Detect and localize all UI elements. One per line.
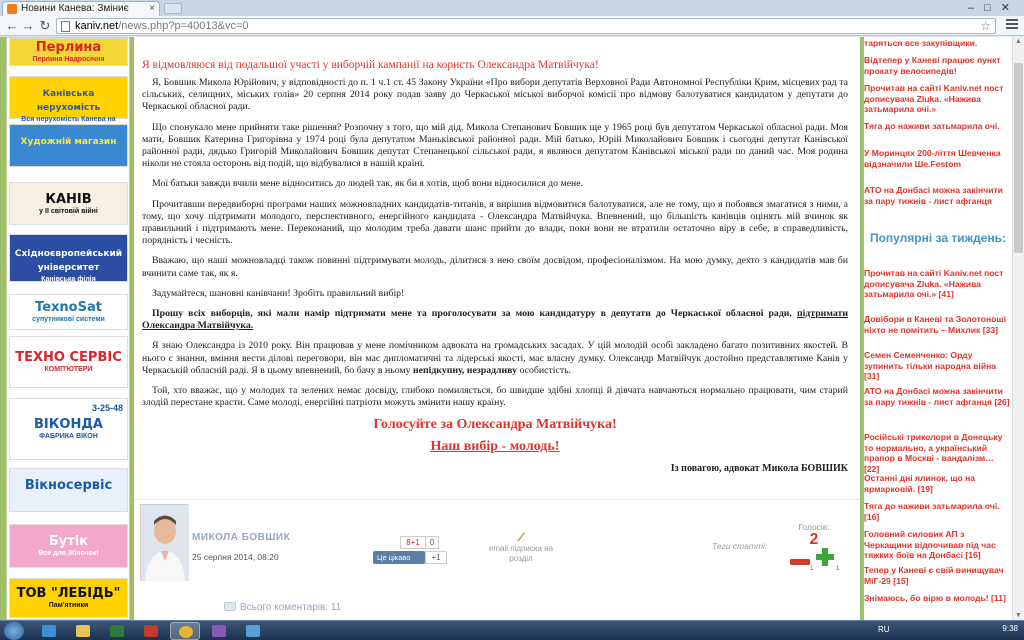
tab-title: Новини Канева: Зміниє <box>21 3 129 14</box>
ad-banner-subtitle: супутникові системи <box>32 316 105 323</box>
author-name[interactable]: МИКОЛА БОВШИК <box>192 532 291 543</box>
sidebar-news-title: АТО на Донбасі можна закінчити за пару тижнів - лист афганця <box>864 185 1003 206</box>
sidebar-news-title: Знімаюсь, бо вірю в молодь! <box>864 593 989 603</box>
gplus-button[interactable]: 8+1 <box>400 536 426 549</box>
emphasis-text: непідкупну, незрадливу <box>412 364 518 376</box>
sidebar-news-link[interactable] <box>864 473 1010 494</box>
sidebar-news-link[interactable] <box>864 350 1010 382</box>
comment-count: [16] <box>864 511 880 522</box>
clock[interactable]: 9:38 <box>1002 624 1018 633</box>
forward-icon[interactable]: → <box>21 18 35 33</box>
sidebar-news-title: Відтепер у Каневі працює пункт прокату велосипедів! <box>864 55 1001 76</box>
sidebar-news-link[interactable] <box>864 121 1010 132</box>
tags-label: Теги статті: <box>712 541 768 551</box>
popular-heading: Популярні за тиждень: <box>869 231 1007 245</box>
ad-banner[interactable] <box>9 294 128 330</box>
article-paragraph-appeal <box>142 308 848 332</box>
ad-banner[interactable] <box>9 76 128 123</box>
comment-count: [16] <box>963 550 981 561</box>
article-paragraph: Мої батьки завжди вчили мене відноситись до людей так, як би я хотів, щоб вони відносилися до мене. <box>152 178 584 190</box>
ad-banner-subtitle: Канівська філія <box>41 276 96 283</box>
sidebar-news-title: Головний силовик АП з Черкащини відпочивав під час тяжких боїв на Донбасі <box>864 529 996 561</box>
ad-banner-title: Перлина <box>35 40 102 55</box>
reload-icon[interactable]: ↻ <box>39 18 51 33</box>
sidebar-news-link[interactable] <box>864 593 1010 604</box>
call-to-action: Голосуйте за Олександра Матвійчука! <box>373 417 617 433</box>
ad-banner[interactable] <box>9 578 128 618</box>
sidebar-news-title: Тяга до наживи затьмарила очі. <box>864 501 1000 511</box>
scroll-down-icon[interactable]: ▼ <box>1015 612 1022 619</box>
vk-label: Це цікаво <box>377 553 411 562</box>
window-controls[interactable]: –□✕ <box>968 2 1020 14</box>
comment-count: [15] <box>890 575 909 586</box>
taskbar-media-icon[interactable] <box>102 622 132 640</box>
paragraph-text: особистість. <box>517 364 572 376</box>
comment-count: [31] <box>864 371 880 382</box>
ad-banner-title: TexnoSat <box>35 300 102 315</box>
scroll-up-icon[interactable]: ▲ <box>1015 38 1022 45</box>
article-area <box>134 37 860 620</box>
publish-date: 25 серпня 2014, 08:20 <box>192 552 279 562</box>
url-path: /news.php?p=40013&vc=0 <box>118 20 249 32</box>
language-indicator[interactable]: RU <box>878 625 890 634</box>
ad-banner[interactable] <box>9 182 128 225</box>
close-tab-icon[interactable]: × <box>149 3 155 14</box>
ad-banner[interactable] <box>9 234 128 282</box>
back-icon[interactable]: ← <box>5 18 19 33</box>
vote-minus-icon[interactable] <box>790 559 810 565</box>
article-paragraph: Я, Бовшик Микола Юрійович, у відповідності до п. 1 ч.1 ст. 45 Закону України «Про вибори депутатів Верховної Ради Автономної Республіки Крим, місцевих рад та сільських, селищних, міських голів» 20 серпня 2014 року подав заяву до Черкаської міської виборчої комісії про відмову балотуватися кандидатом у депутати до Черкаської обласної ради. <box>142 77 848 113</box>
taskbar-chrome-icon[interactable] <box>170 622 200 640</box>
minus-count: 1 <box>810 566 814 572</box>
ad-banner[interactable] <box>9 468 128 512</box>
sidebar-news-title: Тепер у Каневі є свій винищувач МіГ-29 <box>864 565 1004 586</box>
author-avatar <box>140 504 188 580</box>
ad-banner[interactable] <box>9 398 128 460</box>
sidebar-news-link[interactable] <box>864 529 1010 561</box>
right-sidebar <box>864 37 1012 620</box>
web-page <box>0 37 1012 620</box>
taskbar-app-icon[interactable] <box>136 622 166 640</box>
ad-banner-title: Канівська нерухомість <box>36 89 101 113</box>
author-bar <box>134 499 860 589</box>
os-taskbar <box>0 620 1024 640</box>
paragraph-text: Я знаю Олександра із 2010 року. Він працював у мене помічником адвоката на громадських засадах. У цій молодій особі закладено багато позитивних якостей. В нього є знання, вміння вести ділові переговори, він має дипломатичні та лідерські якості, має власну думку. Олександр Матвійчук достойно представлятиме Канів у Черкаській обласній раді. Я в цьому впевнений, бо бачу в ньому <box>142 340 848 376</box>
ad-banner-subtitle: Вся нерухомість Канева на <box>21 116 116 123</box>
sidebar-news-link[interactable] <box>864 148 1010 169</box>
sidebar-news-title: Прочитав на сайті Kaniv.net пост дописувача Zluka. «Нажива затьмарила очі.» <box>864 268 1004 300</box>
sidebar-news-title: таряться все закупівщики. <box>864 38 978 48</box>
vk-count: +1 <box>425 551 447 564</box>
article-headline: Я відмовляюся від подальшої участі у виборчій кампанії на користь Олександра Матвійчука! <box>142 59 599 71</box>
article-paragraph: Прочитавши передвиборні програми наших можновладних кандидатів-титанів, я вирішив відмовитися балотуватися, але не тому, що я побоявся змагатися з ними, а тому, що хочу підтримати молодого, перспективного, енергійного кандидата - Олександра Матвійчука. Впевнений, що більшість канівців оцінять мій вчинок як правильний і підтримають мене. Переконаний, що молодим треба давати шанс прийти до влади, поки вони не втратили остаточно віру в себе, в справедливість, порядність і чесність. <box>142 198 848 247</box>
sidebar-news-link[interactable] <box>864 268 1010 300</box>
browser-tab[interactable] <box>2 1 160 16</box>
ad-banner-column <box>6 37 130 620</box>
sidebar-news-link[interactable] <box>864 386 1010 407</box>
comment-icon <box>224 602 236 611</box>
comment-count: [11] <box>988 593 1006 603</box>
plus-count: 1 <box>836 566 840 572</box>
email-subscribe-label: email підписка на розділ <box>488 544 554 563</box>
ad-banner-title: Бутік <box>48 534 89 549</box>
browser-toolbar <box>0 16 1024 36</box>
sidebar-news-link[interactable] <box>864 501 1010 522</box>
sidebar-news-link[interactable] <box>864 314 1010 335</box>
vote-box <box>786 522 842 548</box>
sidebar-news-title: АТО на Донбасі можна закінчити за пару тижнів - лист афганця <box>864 386 1003 407</box>
bookmark-star-icon[interactable]: ☆ <box>980 19 991 33</box>
vk-like-button[interactable] <box>373 551 425 564</box>
ad-banner-title: Вікносервіс <box>24 478 113 493</box>
appeal-link[interactable]: підтримати Олександра Матвійчука. <box>142 308 848 332</box>
sidebar-news-link[interactable] <box>864 432 1010 474</box>
sidebar-news-title: Російські триколори в Донецьку то нормально, а український прапор в Москві - вандалізм… <box>864 432 1003 464</box>
comment-count: [22] <box>864 463 880 474</box>
ad-banner-subtitle: КОМП'ЮТЕРИ <box>44 366 93 373</box>
ad-banner-title: ВІКОНДА <box>34 417 103 432</box>
sidebar-news-title: Семен Семенченко: Орду зупинить тільки народна війна <box>864 350 997 371</box>
vote-plus-icon[interactable] <box>816 548 834 566</box>
article-paragraph: Той, хто вважає, що у молодих та зелених немає досвіду, глибоко помиляється, бо швидше здібні хлопці й дівчата навчаються нормально працювати, чим старий злодій перестане красти. Саме молоді, енергійні патріоти можуть змінити нашу країну. <box>142 385 848 409</box>
ad-banner-subtitle: у II світовій війні <box>39 208 98 215</box>
taskbar-app-icon[interactable] <box>238 622 268 640</box>
sidebar-news-title: Прочитав на сайті Kaniv.net пост дописувача Zluka. «Нажива затьмарила очі.» <box>864 83 1004 115</box>
sidebar-news-link[interactable] <box>864 185 1010 206</box>
taskbar-app-icon[interactable] <box>204 622 234 640</box>
comment-count: [26] <box>991 396 1010 407</box>
sidebar-news-link[interactable] <box>864 83 1010 115</box>
new-tab-button[interactable] <box>164 3 182 14</box>
slogan-link[interactable]: Наш вибір - молодь! <box>430 439 560 455</box>
ad-banner-title: ТЕХНО СЕРВІС <box>15 350 122 365</box>
ad-banner-subtitle: Все для Жіночок! <box>38 550 99 557</box>
votes-total: 2 <box>809 531 819 548</box>
sidebar-news-title: Тяга до наживи затьмарила очі. <box>864 121 1000 131</box>
comment-count: [33] <box>980 324 998 335</box>
appeal-text: Прошу всіх виборців, які мали намір підтримати мене та проголосувати за мою кандидатуру в депутати до Черкаської обласної ради, <box>152 308 797 320</box>
gplus-count: 0 <box>425 536 439 549</box>
ad-banner-title: КАНІВ <box>45 192 92 207</box>
ad-banner-title: Художній магазин <box>20 137 117 147</box>
comments-link[interactable] <box>224 602 341 613</box>
ad-banner-subtitle: ФАБРИКА ВІКОН <box>39 433 98 440</box>
article-paragraph: Що спонукало мене прийняти таке рішення? Розпочну з того, що мій дід, Микола Степанович Бовшик ще у 1965 році був депутатом Черкаської обласної ради. Моя мати, Бовшик Катерина Григорівна у 1974 році була депутатом Маньківської районної ради. Мій батько, Юрій Миколайович Бовшик і сьогодні депутат Канівської районної ради, дядько Григорій Миколайович Бовшик депутат Степанецької сільської ради, я являюся депутатом Канівської міської ради по даний час. Моя родина ніколи не стояла осторонь від подій, що відбувалися в нашій країні. <box>142 121 848 170</box>
pen-icon <box>516 530 526 542</box>
browser-menu-icon[interactable] <box>1006 19 1018 31</box>
comment-count: [41] <box>936 289 954 300</box>
sidebar-news-title: Останні дні ялинок, що на ярмарковій. <box>864 473 976 494</box>
sidebar-news-link[interactable] <box>864 55 1010 76</box>
ad-banner[interactable] <box>9 38 128 66</box>
sidebar-news-title: У Моринцях 200-ліття Шевченка відзначили Ше.Festom <box>864 148 1001 169</box>
ad-banner[interactable] <box>9 124 128 167</box>
votes-label: Голосів: <box>798 522 830 532</box>
tab-strip <box>0 0 1024 16</box>
article-paragraph: Вважаю, що наші можновладці також повинні підтримувати молодь, ділитися з нею своїм досвідом, професіоналізмом. На мою думку, дехто з кандидатів мав би вчинити саме так, як я. <box>142 255 848 279</box>
sidebar-news-link[interactable] <box>864 565 1010 586</box>
ad-banner[interactable] <box>9 336 128 388</box>
comment-count: [19] <box>915 483 933 494</box>
sidebar-news-title: Довібори в Каневі та Золотоноші ніхто не помітить – Михлик <box>864 314 1006 335</box>
ad-banner-subtitle: Пам'ятники <box>48 602 89 609</box>
scroll-thumb[interactable] <box>1014 63 1023 253</box>
taskbar-ie-icon[interactable] <box>34 622 64 640</box>
ad-banner-subtitle: Перлина Надросічня <box>32 56 105 63</box>
site-favicon-icon <box>7 4 17 14</box>
taskbar-explorer-icon[interactable] <box>68 622 98 640</box>
ad-banner-title: Східноєвропейський університет <box>14 249 123 273</box>
page-scrollbar[interactable] <box>1012 37 1024 620</box>
email-subscribe-link[interactable] <box>486 530 556 564</box>
signature: Із повагою, адвокат Микола БОВШИК <box>670 463 848 475</box>
address-bar[interactable] <box>56 18 996 34</box>
start-button[interactable] <box>4 622 24 640</box>
article-paragraph: Задумайтеся, шановні канівчани! Зробіть правильний вибір! <box>152 287 405 299</box>
page-icon <box>61 21 70 32</box>
comments-label: Всього коментарів: 11 <box>240 602 342 613</box>
ad-banner-phone: 3-25-48 <box>91 403 123 413</box>
ad-banner[interactable] <box>9 524 128 568</box>
url-host: kaniv.net <box>75 20 119 32</box>
sidebar-news-link[interactable] <box>864 38 1010 49</box>
ad-banner-title: ТОВ "ЛЕБІДЬ" <box>16 586 121 601</box>
article-paragraph <box>142 340 848 377</box>
